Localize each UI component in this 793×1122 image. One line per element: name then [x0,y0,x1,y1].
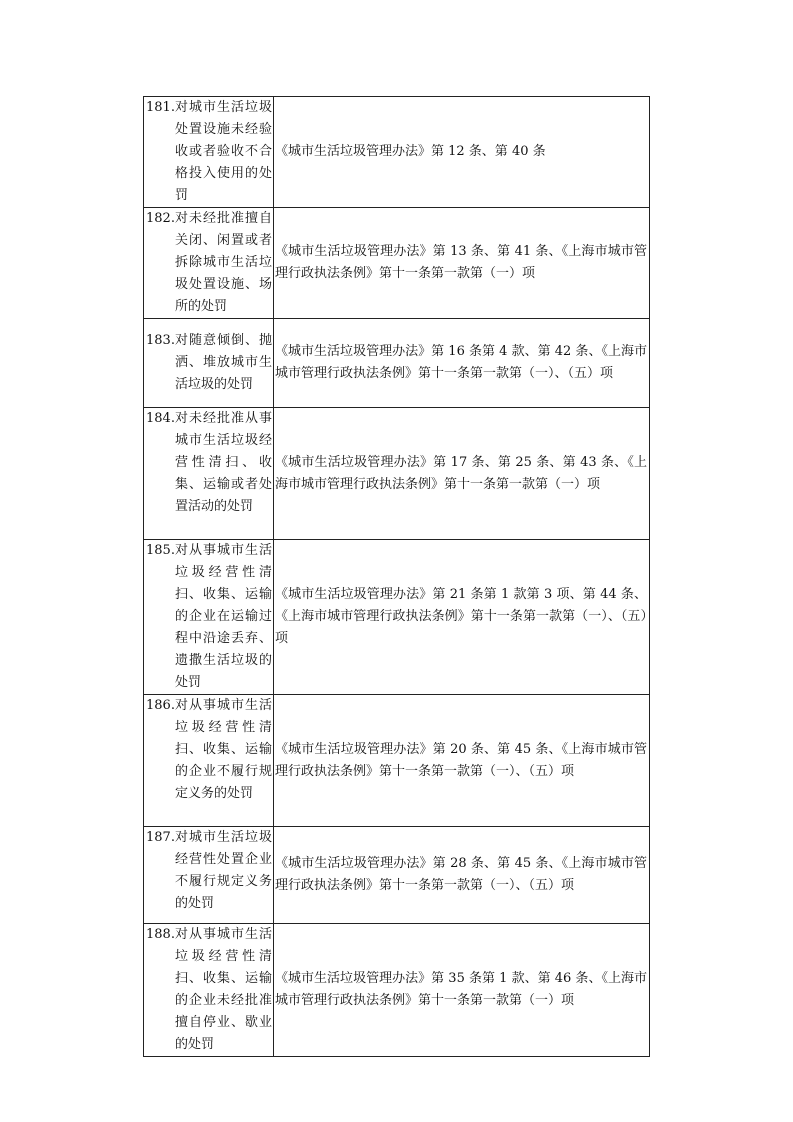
item-cell [144,208,274,319]
item-description: 对从事城市生活垃圾经营性清扫、收集、运输的企业不履行规定义务的处罚 [174,698,272,801]
legal-basis: 《城市生活垃圾管理办法》第 20 条、第 45 条、《上海市城市管理行政执法条例》第十一条第一款第（一）、（五）项 [275,741,647,779]
legal-basis: 《城市生活垃圾管理办法》第 28 条、第 45 条、《上海市城市管理行政执法条例》第十一条第一款第（一）、（五）项 [275,856,647,893]
item-description: 对城市生活垃圾经营性处置企业不履行规定义务的处罚 [174,830,272,911]
basis-cell [274,319,650,408]
item-cell [144,695,274,827]
item-number: 183. [146,333,175,348]
basis-cell [274,695,650,827]
item-description: 对随意倾倒、抛洒、堆放城市生活垃圾的处罚 [174,333,272,392]
basis-cell [274,208,650,319]
table-row [144,408,650,540]
item-number: 188. [146,927,175,942]
item-number: 185. [146,543,175,558]
item-number: 187. [146,830,175,845]
basis-cell [274,827,650,924]
basis-cell [274,408,650,540]
item-cell [144,97,274,208]
legal-basis: 《城市生活垃圾管理办法》第 35 条第 1 款、第 46 条、《上海市城市管理行政执法条例》第十一条第一款第（一）项 [275,971,647,1008]
table-row [144,695,650,827]
item-cell [144,827,274,924]
item-cell [144,408,274,540]
item-number: 184. [146,411,175,426]
basis-cell [274,924,650,1057]
item-cell [144,319,274,408]
table-row [144,924,650,1057]
item-cell [144,924,274,1057]
item-description: 对城市生活垃圾处置设施未经验收或者验收不合格投入使用的处罚 [174,100,272,203]
table-row [144,208,650,319]
table-row [144,827,650,924]
legal-basis: 《城市生活垃圾管理办法》第 16 条第 4 款、第 42 条、《上海市城市管理行政执法条例》第十一条第一款第（一）、（五）项 [275,344,647,381]
item-description: 对从事城市生活垃圾经营性清扫、收集、运输的企业未经批准擅自停业、歇业的处罚 [174,927,272,1052]
legal-basis: 《城市生活垃圾管理办法》第 12 条、第 40 条 [275,144,546,159]
penalty-basis-table [143,96,650,1057]
item-description: 对未经批准从事城市生活垃圾经营性清扫、收集、运输或者处置活动的处罚 [174,411,272,514]
item-cell [144,540,274,695]
item-description: 对从事城市生活垃圾经营性清扫、收集、运输的企业在运输过程中沿途丢弃、遗撒生活垃圾的处罚 [174,543,272,690]
item-number: 186. [146,698,175,713]
table-row [144,319,650,408]
basis-cell [274,540,650,695]
basis-cell [274,97,650,208]
table-row [144,540,650,695]
item-number: 182. [146,211,175,226]
legal-basis: 《城市生活垃圾管理办法》第 13 条、第 41 条、《上海市城市管理行政执法条例》第十一条第一款第（一）项 [275,244,647,281]
item-description: 对未经批准擅自关闭、闲置或者拆除城市生活垃圾处置设施、场所的处罚 [174,211,272,314]
legal-basis: 《城市生活垃圾管理办法》第 21 条第 1 款第 3 项、第 44 条、《上海市城市管理行政执法条例》第十一条第一款第（一）、（五）项 [275,587,647,646]
table-row [144,97,650,208]
item-number: 181. [146,100,175,115]
legal-basis: 《城市生活垃圾管理办法》第 17 条、第 25 条、第 43 条、《上海市城市管理行政执法条例》第十一条第一款第（一）项 [275,454,647,492]
